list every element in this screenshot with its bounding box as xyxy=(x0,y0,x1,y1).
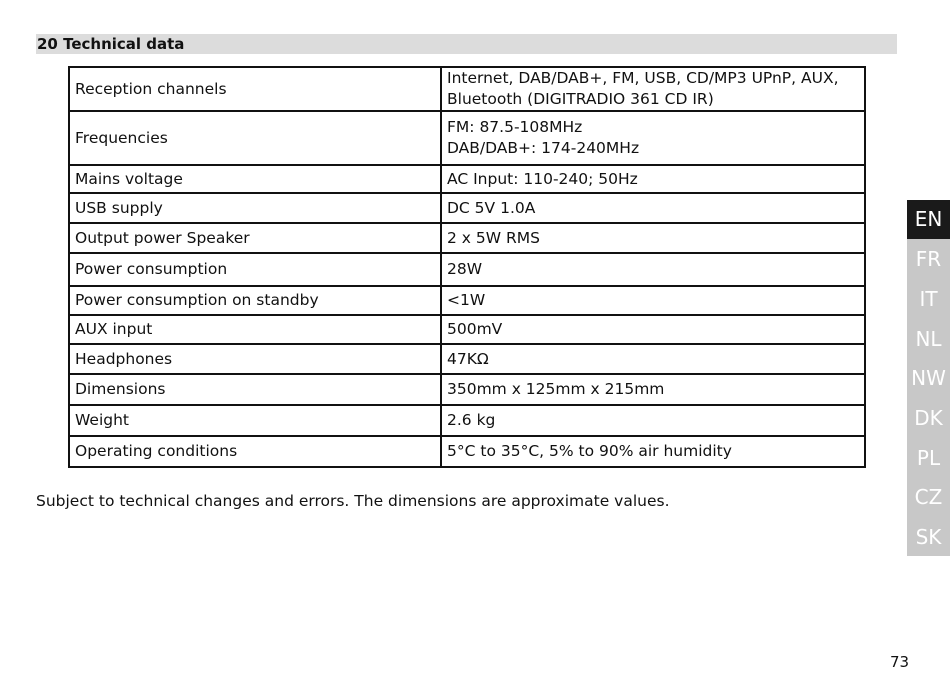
spec-value-line: FM: 87.5-108MHz xyxy=(447,118,583,136)
table-row xyxy=(69,405,865,436)
spec-label: AUX input xyxy=(69,315,441,344)
table-row xyxy=(69,344,865,374)
spec-value xyxy=(441,193,865,223)
spec-value xyxy=(441,67,865,111)
language-tabs xyxy=(907,200,950,556)
section-header xyxy=(36,34,897,54)
language-tab-pl[interactable]: PL xyxy=(916,446,941,470)
spec-label: Weight xyxy=(69,405,441,436)
language-tab-fr[interactable]: FR xyxy=(915,247,942,271)
spec-label: Operating conditions xyxy=(69,436,441,467)
spec-value xyxy=(441,286,865,315)
table-row xyxy=(69,193,865,223)
spec-value-line: 500mV xyxy=(447,320,503,338)
spec-value xyxy=(441,111,865,165)
spec-value-line: AC Input: 110-240; 50Hz xyxy=(447,169,638,188)
spec-label: Power consumption xyxy=(69,253,441,286)
spec-value-line: Bluetooth (DIGITRADIO 361 CD IR) xyxy=(447,90,714,108)
spec-value xyxy=(441,436,865,467)
table-row xyxy=(69,253,865,286)
table-row xyxy=(69,286,865,315)
language-tab-it[interactable]: IT xyxy=(919,287,938,311)
disclaimer-note: Subject to technical changes and errors. The dimensions are approximate values. xyxy=(36,492,670,510)
table-row xyxy=(69,223,865,253)
table-row xyxy=(69,67,865,111)
language-tab-nw[interactable]: NW xyxy=(911,366,946,390)
spec-value-line: DAB/DAB+: 174-240MHz xyxy=(447,139,640,157)
spec-value-line: 28W xyxy=(447,260,483,278)
spec-value-line: 5°C to 35°C, 5% to 90% air humidity xyxy=(447,442,732,460)
spec-value xyxy=(441,165,865,193)
language-tab-nl[interactable]: NL xyxy=(915,327,942,351)
spec-value-line: DC 5V 1.0A xyxy=(447,198,536,217)
spec-label: Headphones xyxy=(69,344,441,374)
spec-value-line: 47KΩ xyxy=(447,349,489,368)
spec-value-line: 2 x 5W RMS xyxy=(447,228,540,247)
spec-value-line: 350mm x 125mm x 215mm xyxy=(447,380,665,398)
spec-label: Frequencies xyxy=(69,111,441,165)
section-title: 20 Technical data xyxy=(37,35,185,53)
language-tab-dk[interactable]: DK xyxy=(914,406,943,430)
table-row xyxy=(69,374,865,405)
spec-label: Output power Speaker xyxy=(69,223,441,253)
spec-value xyxy=(441,315,865,344)
table-row xyxy=(69,315,865,344)
spec-label: Power consumption on standby xyxy=(69,286,441,315)
language-tab-en[interactable]: EN xyxy=(907,200,950,239)
table-row xyxy=(69,436,865,467)
spec-value xyxy=(441,374,865,405)
spec-label: Dimensions xyxy=(69,374,441,405)
spec-value xyxy=(441,344,865,374)
spec-label: USB supply xyxy=(69,193,441,223)
spec-value-line: 2.6 kg xyxy=(447,411,496,429)
spec-label: Mains voltage xyxy=(69,165,441,193)
table-row xyxy=(69,111,865,165)
spec-value-line: <1W xyxy=(447,291,486,309)
table-row xyxy=(69,165,865,193)
spec-value xyxy=(441,253,865,286)
spec-value-line: Internet, DAB/DAB+, FM, USB, CD/MP3 UPnP, AUX, xyxy=(447,69,839,87)
spec-label: Reception channels xyxy=(69,67,441,111)
spec-value xyxy=(441,223,865,253)
page-number: 73 xyxy=(890,653,910,671)
language-tab-cz[interactable]: CZ xyxy=(914,485,943,509)
technical-data-table xyxy=(68,66,866,468)
spec-value xyxy=(441,405,865,436)
language-tab-sk[interactable]: SK xyxy=(915,525,942,549)
